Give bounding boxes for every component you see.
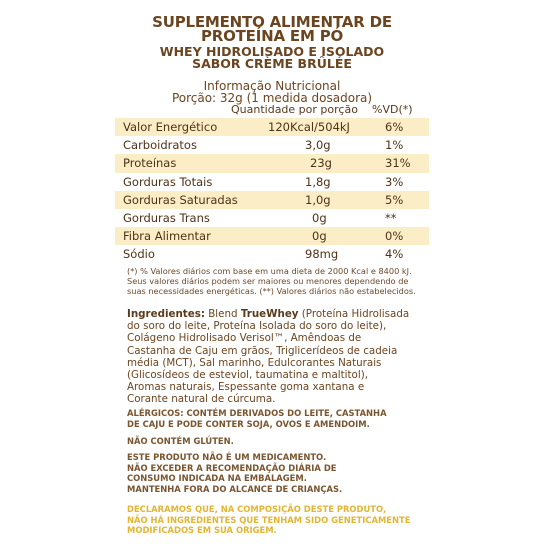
title-line-1: SUPLEMENTO ALIMENTAR DE (152, 13, 392, 31)
declaration-line: MODIFICADOS EM SUA ORIGEM. (127, 525, 277, 536)
header-vd: %VD(*) (372, 103, 413, 116)
brand-name: TrueWhey (240, 308, 299, 320)
nutrient-qty: 3,0g (305, 138, 331, 153)
warning-line: NÃO EXCEDER A RECOMENDAÇÃO DIÁRIA DE (127, 462, 337, 473)
nutrient-vd: ** (385, 210, 397, 225)
ingredients (127, 308, 427, 406)
portion-text: Porção: 32g (1 medida dosadora) (171, 91, 373, 105)
nutrient-name: Gorduras Trans (123, 210, 210, 225)
ingredients-line: Colágeno Hidrolisado Verisol™, Amêndoas de (127, 332, 362, 345)
table-row (115, 118, 429, 136)
nutrient-name: Carboidratos (123, 138, 197, 153)
title-line-2: PROTEÍNA EM PÓ (200, 27, 344, 45)
nutrient-qty: 23g (310, 156, 332, 171)
ingredients-line: Corante natural de cúrcuma. (127, 393, 276, 406)
table-row (115, 136, 429, 154)
table-row (115, 154, 429, 172)
ingredients-text: Blend (204, 308, 241, 320)
ingredients-line: Aromas naturais, Espessante goma xantana e (127, 381, 365, 394)
warning-line: MANTENHA FORA DO ALCANCE DE CRIANÇAS. (127, 483, 343, 494)
nutrient-vd: 5% (385, 192, 404, 207)
warning-notice (127, 452, 427, 494)
footnote-line: Seus valores diários podem ser maiores ou menores dependendo de (127, 276, 409, 287)
nutrient-name: Gorduras Saturadas (123, 192, 238, 207)
subtitle-line-1: WHEY HIDROLISADO E ISOLADO (159, 44, 385, 59)
nutrient-name: Sódio (123, 247, 155, 262)
allergens-line: DE CAJU E PODE CONTER SOJA, OVOS E AMENDOIM. (127, 418, 370, 429)
table-row (115, 227, 429, 245)
nutrition-heading: Informação Nutricional (203, 79, 341, 93)
ingredients-line: do soro do leite, Proteína Isolada do soro do leite), (127, 320, 387, 333)
table-row (115, 209, 429, 227)
gluten-notice: NÃO CONTÉM GLÚTEN. (127, 436, 234, 446)
nutrient-qty: 120Kcal/504kJ (268, 120, 350, 134)
nutrient-name: Valor Energético (123, 120, 218, 134)
warning-line: CONSUMO INDICADA NA EMBALAGEM. (127, 473, 307, 484)
gmo-declaration (127, 504, 427, 536)
ingredients-text: (Proteína Hidrolisada (298, 308, 410, 320)
nutrient-qty: 1,0g (305, 192, 331, 207)
nutrient-vd: 4% (385, 247, 404, 262)
nutrient-qty: 0g (312, 229, 327, 244)
nutrient-name: Fibra Alimentar (123, 229, 211, 244)
nutrient-vd: 0% (385, 229, 404, 244)
nutrient-vd: 3% (385, 174, 404, 189)
subtitle-line-2: SABOR CRÈME BRÛLÉE (192, 56, 352, 71)
nutrient-vd: 6% (385, 120, 404, 134)
table-row (115, 245, 429, 263)
footnote-line: (*) % Valores diários com base em uma dieta de 2000 Kcal e 8400 kJ. (127, 266, 412, 276)
nutrient-vd: 31% (385, 156, 411, 171)
nutrient-qty: 98mg (305, 247, 339, 262)
nutrient-name: Proteínas (123, 156, 177, 171)
ingredients-line: (Glicosídeos de esteviol, taumatina e maltitol), (127, 369, 369, 382)
declaration-line: DECLARAMOS QUE, NA COMPOSIÇÃO DESTE PRODUTO, (127, 504, 387, 514)
ingredients-label: Ingredientes: (127, 308, 205, 320)
nutrient-name: Gorduras Totais (123, 174, 213, 189)
nutrient-qty: 1,8g (305, 174, 331, 189)
declaration-line: NÃO HÁ INGREDIENTES QUE TENHAM SIDO GENETICAMENTE (127, 514, 411, 525)
ingredients-line: média (MCT), Sal marinho, Edulcorantes Naturais (127, 356, 382, 369)
warning-line: ESTE PRODUTO NÃO É UM MEDICAMENTO. (127, 452, 327, 462)
footnote (127, 266, 427, 297)
allergens-notice (127, 408, 427, 429)
footnote-line: suas necessidades energéticas. (**) Valores diários não estabelecidos. (127, 286, 416, 297)
nutrition-table (115, 118, 429, 264)
nutrient-vd: 1% (385, 138, 404, 153)
ingredients-line (127, 308, 427, 320)
nutrient-qty: 0g (312, 210, 327, 225)
allergens-line: ALÉRGICOS: CONTÉM DERIVADOS DO LEITE, CASTANHA (127, 408, 387, 418)
header-quantity: Quantidade por porção (231, 103, 358, 116)
table-row (115, 191, 429, 209)
ingredients-line: Castanha de Caju em grãos, Triglicerídeos de cadeia (127, 344, 398, 357)
table-row (115, 173, 429, 191)
